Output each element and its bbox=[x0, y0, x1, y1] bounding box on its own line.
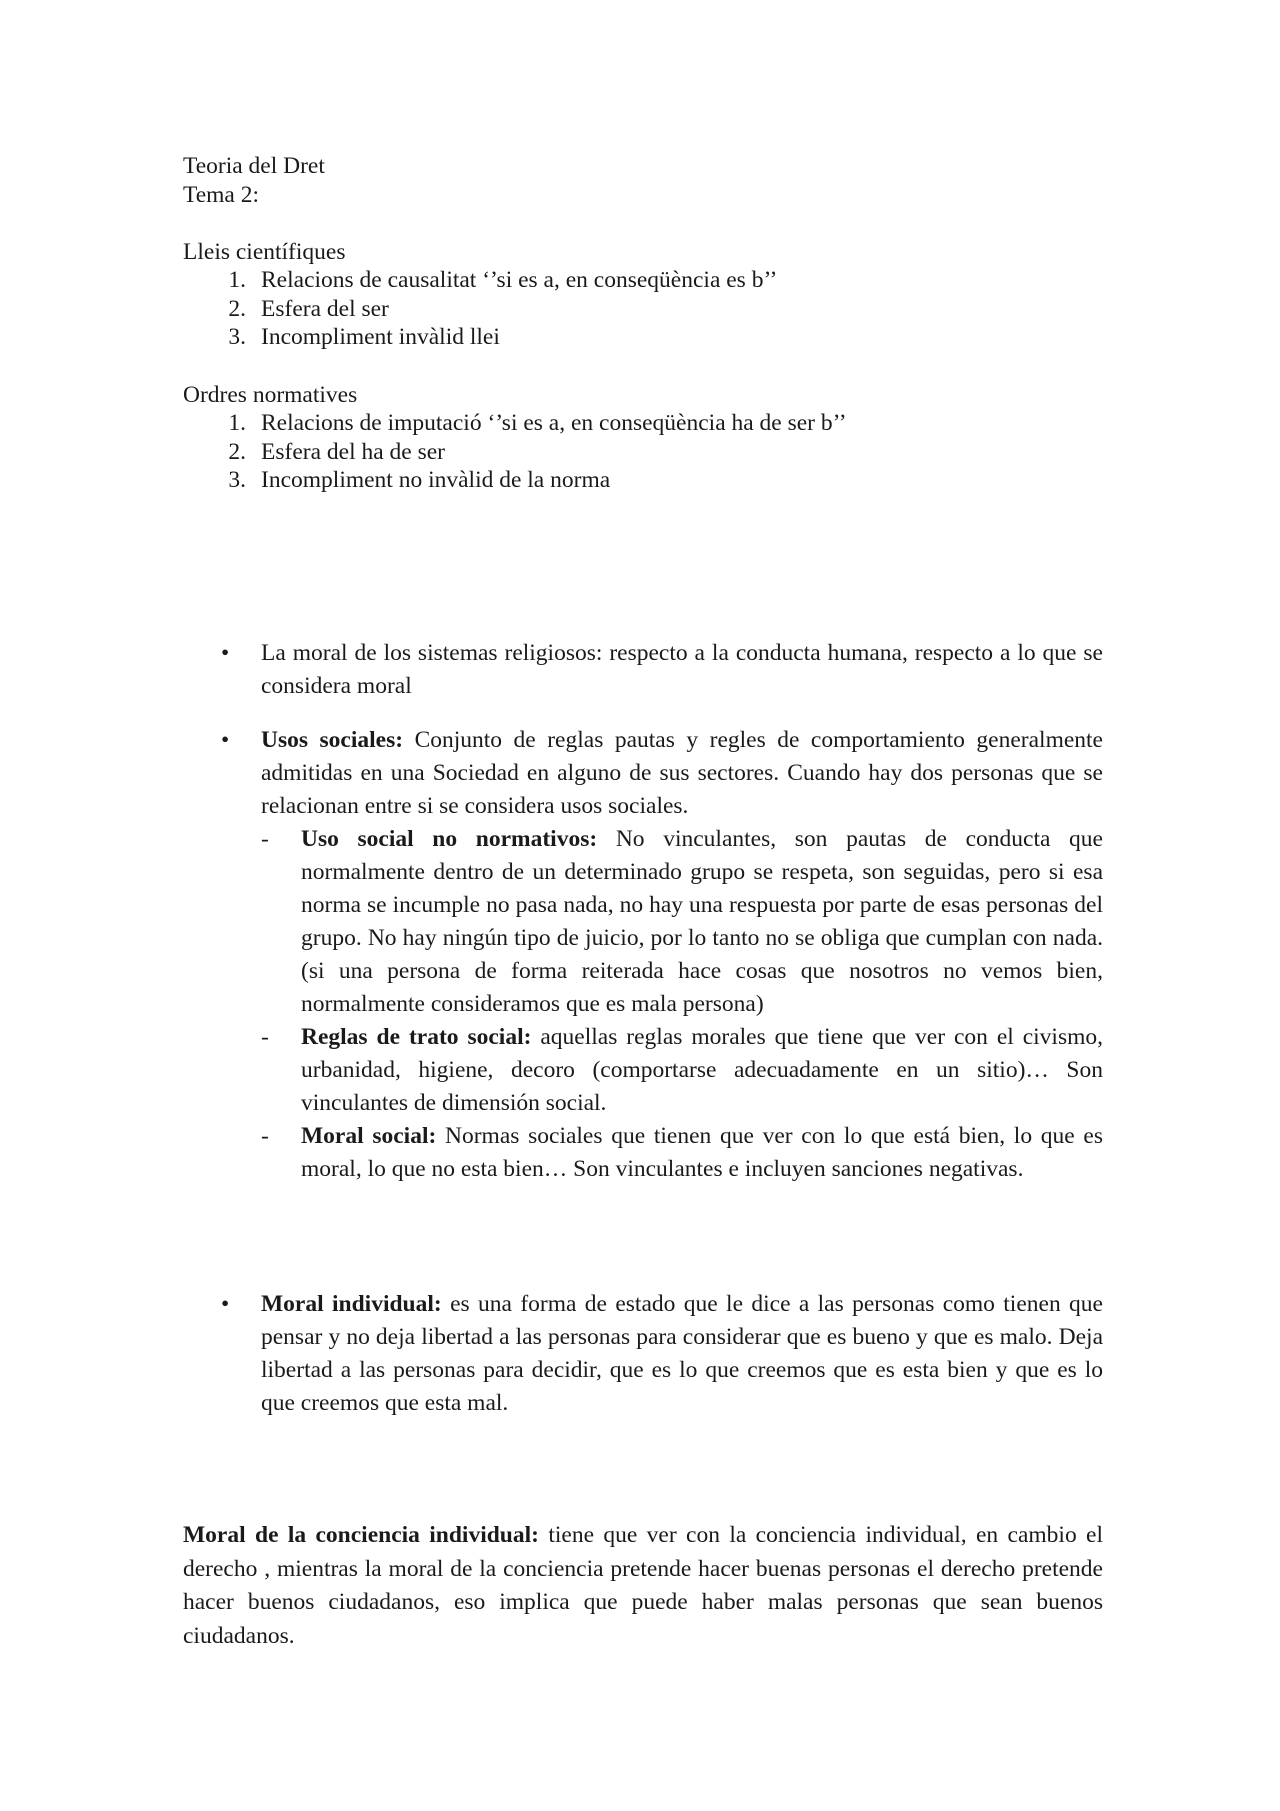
term-label: Usos sociales bbox=[261, 727, 396, 753]
list-number: 2. bbox=[228, 295, 246, 322]
bullet-moral-religiosa bbox=[183, 637, 1103, 703]
dash-marker: - bbox=[261, 1123, 269, 1149]
definition-text: Conjunto de reglas pautas y regles de comportamiento generalmente admitidas en una Sociedad en alguno de sus sectores. Cuando hay dos personas que se relacionan entre si se considera usos sociales. bbox=[261, 727, 1103, 819]
document-subtitle: Tema 2: bbox=[183, 181, 260, 208]
list-item bbox=[183, 438, 1083, 467]
definition-text: tiene que ver con la conciencia individual, en cambio el derecho , mientras la moral de la conciencia pretende hacer buenas personas el derecho pretende hacer buenos ciudadanos, eso implica que puede haber malas personas que sean buenos ciudadanos. bbox=[183, 1522, 1104, 1649]
definition-text: No vinculantes, son pautas de conducta que normalmente dentro de un determinado grupo se respeta, son seguidas, pero si esa norma se incumple no pasa nada, no hay una respuesta por parte de esas personas del grupo. No hay ningún tipo de juicio, por lo tanto no se obliga que cumplan con nada. (si una persona de forma reiterada hace cosas que nosotros no vemos bien, normalmente consideramos que es mala persona) bbox=[301, 826, 1103, 1017]
list-text: Esfera del ha de ser bbox=[261, 438, 445, 465]
term-label: Moral de la conciencia individual: bbox=[183, 1522, 539, 1548]
dash-marker: - bbox=[261, 1024, 269, 1050]
list-number: 3. bbox=[228, 324, 246, 350]
bullet-marker: • bbox=[221, 1291, 230, 1317]
term-label: Reglas de trato social: bbox=[301, 1024, 532, 1050]
bullet-marker: • bbox=[221, 640, 230, 666]
sub-item bbox=[261, 1021, 1103, 1120]
list-number: 3. bbox=[228, 467, 246, 493]
ordres-list bbox=[183, 409, 1083, 495]
term-colon: : bbox=[395, 727, 404, 753]
list-text: Incompliment invàlid llei bbox=[261, 324, 500, 350]
bullet-text: La moral de los sistemas religiosos: respecto a la conducta humana, respecto a lo que se considera moral bbox=[261, 640, 1103, 699]
lleis-heading-text: Lleis científiques bbox=[183, 239, 346, 265]
list-number: 1. bbox=[228, 267, 246, 293]
list-item bbox=[183, 466, 1083, 495]
sub-item bbox=[261, 1120, 1103, 1186]
list-number: 1. bbox=[228, 410, 246, 436]
sub-item-text bbox=[301, 1021, 1103, 1120]
sub-item-text bbox=[301, 823, 1103, 1021]
bullet-marker: • bbox=[221, 727, 230, 753]
ordres-heading-text: Ordres normatives bbox=[183, 382, 358, 408]
list-item bbox=[183, 323, 1083, 352]
sub-item-text bbox=[301, 1120, 1103, 1186]
term-label: Moral individual: bbox=[261, 1291, 442, 1317]
list-text: Relacions de imputació ‘’si es a, en conseqüència ha de ser b’’ bbox=[261, 410, 847, 436]
sub-item bbox=[261, 823, 1103, 1021]
term-label: Uso social no normativos: bbox=[301, 826, 598, 852]
lleis-list bbox=[183, 266, 1083, 352]
list-text: Incompliment no invàlid de la norma bbox=[261, 467, 611, 493]
list-item bbox=[183, 295, 1083, 324]
bullet-text bbox=[261, 1288, 1103, 1420]
definition-text: aquellas reglas morales que tiene que ver con el civismo, urbanidad, higiene, decoro (comportarse adecuadamente en un sitio)… Son vinculantes de dimensión social. bbox=[301, 1024, 1103, 1116]
ordres-heading bbox=[183, 381, 1103, 410]
list-item bbox=[183, 266, 1083, 295]
definition-text: es una forma de estado que le dice a las personas como tienen que pensar y no deja libertad a las personas para considerar que es bueno y que es malo. Deja libertad a las personas para decidir, que es lo que creemos que es esta bien y que es lo que creemos que esta mal. bbox=[261, 1291, 1103, 1416]
term-label: Moral social: bbox=[301, 1123, 437, 1149]
definition-text: Normas sociales que tienen que ver con lo que está bien, lo que es moral, lo que no esta bien… Son vinculantes e incluyen sanciones negativas. bbox=[301, 1123, 1103, 1182]
paragraph-conciencia bbox=[183, 1519, 1103, 1653]
list-number: 2. bbox=[228, 438, 246, 465]
bullet-text bbox=[261, 724, 1103, 823]
list-item bbox=[183, 409, 1083, 438]
dash-marker: - bbox=[261, 826, 269, 852]
bullet-usos-sociales bbox=[183, 724, 1103, 1186]
list-text: Relacions de causalitat ‘’si es a, en conseqüència es b’’ bbox=[261, 267, 778, 293]
document-header bbox=[183, 152, 1103, 209]
bullet-moral-individual bbox=[183, 1288, 1103, 1420]
lleis-heading bbox=[183, 238, 1103, 267]
list-text: Esfera del ser bbox=[261, 295, 389, 322]
document-title: Teoria del Dret bbox=[183, 153, 325, 179]
